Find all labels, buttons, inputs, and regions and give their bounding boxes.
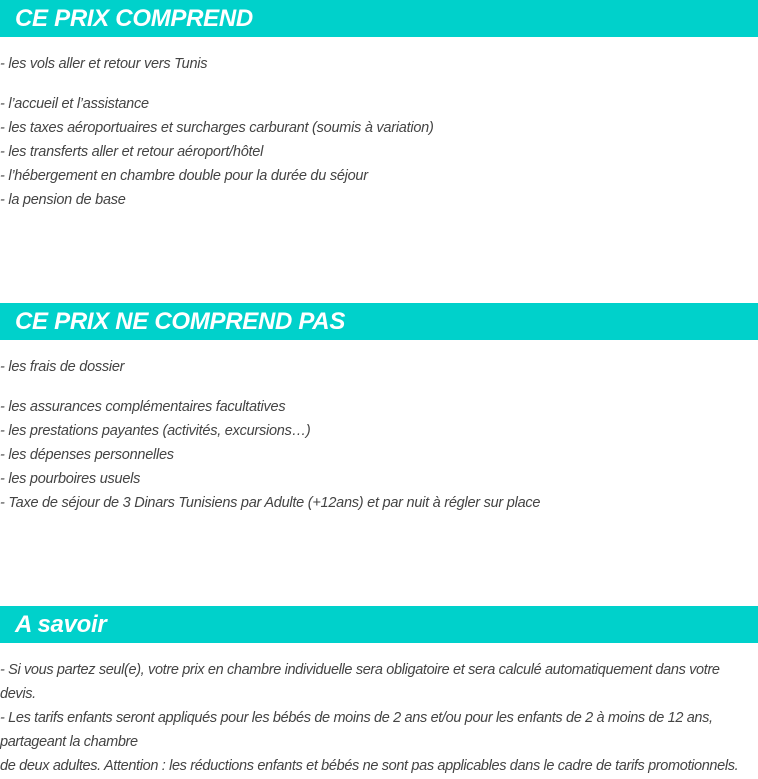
not-included-item: - les frais de dossier	[0, 359, 125, 375]
included-item: - les vols aller et retour vers Tunis	[0, 56, 208, 72]
good-to-know-line: partageant la chambre	[0, 734, 138, 750]
not-included-item: - les prestations payantes (activités, excursions…)	[0, 423, 311, 439]
good-to-know-line: de deux adultes. Attention : les réductions enfants et bébés ne sont pas applicables dans le cadre de tarifs promotionnels.	[0, 758, 739, 774]
not-included-item: - les pourboires usuels	[0, 471, 141, 487]
included-item: - les taxes aéroportuaires et surcharges carburant (soumis à variation)	[0, 120, 434, 136]
section-header-not-included: CE PRIX NE COMPREND PAS	[0, 303, 758, 340]
included-item: - les transferts aller et retour aéroport/hôtel	[0, 144, 264, 160]
good-to-know-line: - Les tarifs enfants seront appliqués pour les bébés de moins de 2 ans et/ou pour les enfants de 2 à moins de 12 ans,	[0, 710, 713, 726]
good-to-know-text	[0, 658, 758, 778]
not-included-item: - les assurances complémentaires facultatives	[0, 399, 286, 415]
included-item: - l’accueil et l’assistance	[0, 96, 149, 112]
not-included-item: - les dépenses personnelles	[0, 447, 174, 463]
included-item: - l’hébergement en chambre double pour la durée du séjour	[0, 168, 368, 184]
section-header-good-to-know: A savoir	[0, 606, 758, 643]
good-to-know-line: devis.	[0, 686, 36, 702]
section-header-included: CE PRIX COMPREND	[0, 0, 758, 37]
good-to-know-line: - Si vous partez seul(e), votre prix en chambre individuelle sera obligatoire et sera calculé automatiquement dans votre	[0, 662, 720, 678]
included-item: - la pension de base	[0, 192, 126, 208]
not-included-item: - Taxe de séjour de 3 Dinars Tunisiens par Adulte (+12ans) et par nuit à régler sur place	[0, 495, 541, 511]
